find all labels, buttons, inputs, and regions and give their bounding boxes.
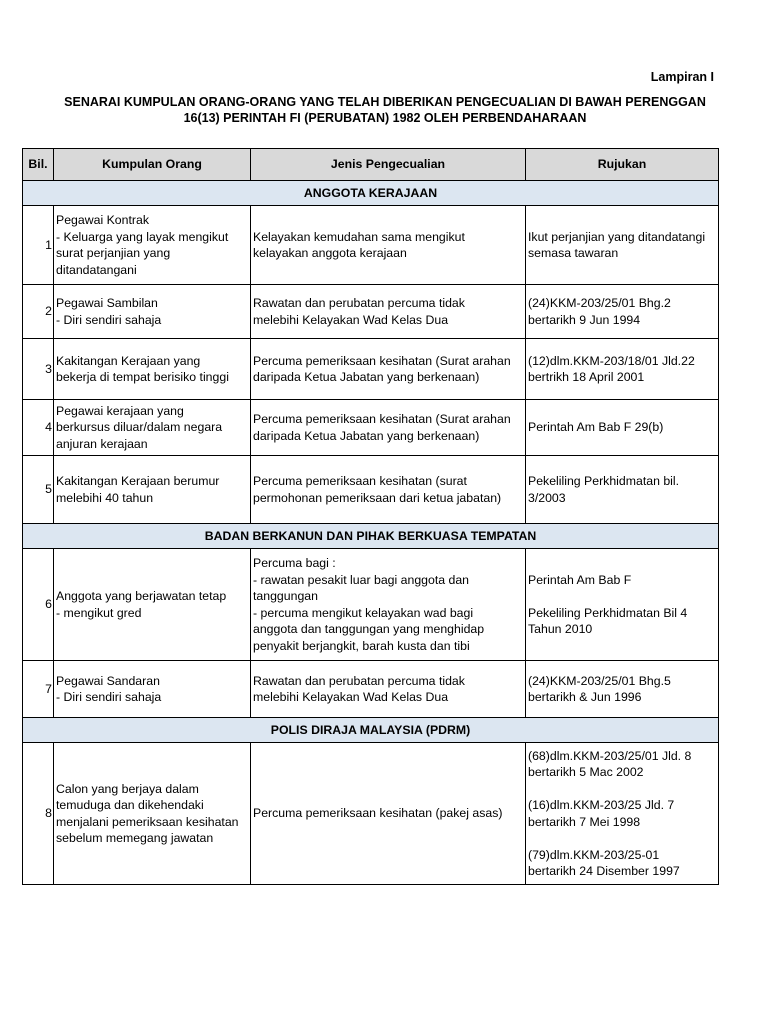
- row-jenis: Percuma pemeriksaan kesihatan (pakej asas): [251, 743, 526, 885]
- section-row: [23, 181, 719, 206]
- row-jenis: Rawatan dan perubatan percuma tidak melebihi Kelayakan Wad Kelas Dua: [251, 661, 526, 718]
- table-row: [23, 339, 719, 400]
- section-row: [23, 718, 719, 743]
- section-heading: BADAN BERKANUN DAN PIHAK BERKUASA TEMPATAN: [23, 524, 719, 549]
- row-rujukan: Perintah Am Bab F Pekeliling Perkhidmatan Bil 4 Tahun 2010: [526, 549, 719, 661]
- row-kumpulan: Pegawai kerajaan yang berkursus diluar/dalam negara anjuran kerajaan: [54, 400, 251, 456]
- title-line-2: 16(13) PERINTAH FI (PERUBATAN) 1982 OLEH PERBENDAHARAAN: [183, 111, 587, 125]
- table-row: [23, 743, 719, 885]
- row-kumpulan: Kakitangan Kerajaan yang bekerja di tempat berisiko tinggi: [54, 339, 251, 400]
- row-rujukan: Pekeliling Perkhidmatan bil. 3/2003: [526, 456, 719, 524]
- row-rujukan: Ikut perjanjian yang ditandatangi semasa tawaran: [526, 206, 719, 285]
- table-row: [23, 456, 719, 524]
- row-bil: 5: [23, 456, 54, 524]
- table-row: [23, 661, 719, 718]
- section-heading: POLIS DIRAJA MALAYSIA (PDRM): [23, 718, 719, 743]
- row-jenis: Percuma bagi : - rawatan pesakit luar bagi anggota dan tanggungan - percuma mengikut kelayakan wad bagi anggota dan tanggungan yang menghidap penyakit berjangkit, barah kusta dan tibi: [251, 549, 526, 661]
- row-bil: 8: [23, 743, 54, 885]
- table-row: [23, 206, 719, 285]
- header-jenis: Jenis Pengecualian: [251, 149, 526, 181]
- row-jenis: Percuma pemeriksaan kesihatan (Surat arahan daripada Ketua Jabatan yang berkenaan): [251, 400, 526, 456]
- row-bil: 4: [23, 400, 54, 456]
- table-row: [23, 549, 719, 661]
- row-rujukan: (68)dlm.KKM-203/25/01 Jld. 8 bertarikh 5 Mac 2002 (16)dlm.KKM-203/25 Jld. 7 bertarikh 7 Mei 1998 (79)dlm.KKM-203/25-01 bertarikh 24 Disember 1997: [526, 743, 719, 885]
- row-kumpulan: Calon yang berjaya dalam temuduga dan dikehendaki menjalani pemeriksaan kesihatan sebelum memegang jawatan: [54, 743, 251, 885]
- section-heading: ANGGOTA KERAJAAN: [23, 181, 719, 206]
- row-bil: 6: [23, 549, 54, 661]
- row-bil: 1: [23, 206, 54, 285]
- exemption-table: [22, 148, 719, 885]
- row-rujukan: (24)KKM-203/25/01 Bhg.2 bertarikh 9 Jun 1994: [526, 285, 719, 339]
- section-row: [23, 524, 719, 549]
- row-kumpulan: Pegawai Kontrak - Keluarga yang layak mengikut surat perjanjian yang ditandatangani: [54, 206, 251, 285]
- row-kumpulan: Anggota yang berjawatan tetap - mengikut gred: [54, 549, 251, 661]
- row-kumpulan: Pegawai Sandaran - Diri sendiri sahaja: [54, 661, 251, 718]
- header-rujukan: Rujukan: [526, 149, 719, 181]
- row-bil: 2: [23, 285, 54, 339]
- header-bil: Bil.: [23, 149, 54, 181]
- table-row: [23, 400, 719, 456]
- row-bil: 3: [23, 339, 54, 400]
- row-jenis: Kelayakan kemudahan sama mengikut kelayakan anggota kerajaan: [251, 206, 526, 285]
- table-header-row: [23, 149, 719, 181]
- row-jenis: Percuma pemeriksaan kesihatan (Surat arahan daripada Ketua Jabatan yang berkenaan): [251, 339, 526, 400]
- row-rujukan: (24)KKM-203/25/01 Bhg.5 bertarikh & Jun 1996: [526, 661, 719, 718]
- document-title: [22, 94, 748, 126]
- row-kumpulan: Kakitangan Kerajaan berumur melebihi 40 tahun: [54, 456, 251, 524]
- row-bil: 7: [23, 661, 54, 718]
- header-kumpulan: Kumpulan Orang: [54, 149, 251, 181]
- lampiran-label: Lampiran I: [650, 70, 714, 84]
- title-line-1: SENARAI KUMPULAN ORANG-ORANG YANG TELAH DIBERIKAN PENGECUALIAN DI BAWAH PERENGGAN: [64, 95, 706, 109]
- table-row: [23, 285, 719, 339]
- row-rujukan: Perintah Am Bab F 29(b): [526, 400, 719, 456]
- row-rujukan: (12)dlm.KKM-203/18/01 Jld.22 bertrikh 18 April 2001: [526, 339, 719, 400]
- row-jenis: Rawatan dan perubatan percuma tidak melebihi Kelayakan Wad Kelas Dua: [251, 285, 526, 339]
- row-kumpulan: Pegawai Sambilan - Diri sendiri sahaja: [54, 285, 251, 339]
- row-jenis: Percuma pemeriksaan kesihatan (surat permohonan pemeriksaan dari ketua jabatan): [251, 456, 526, 524]
